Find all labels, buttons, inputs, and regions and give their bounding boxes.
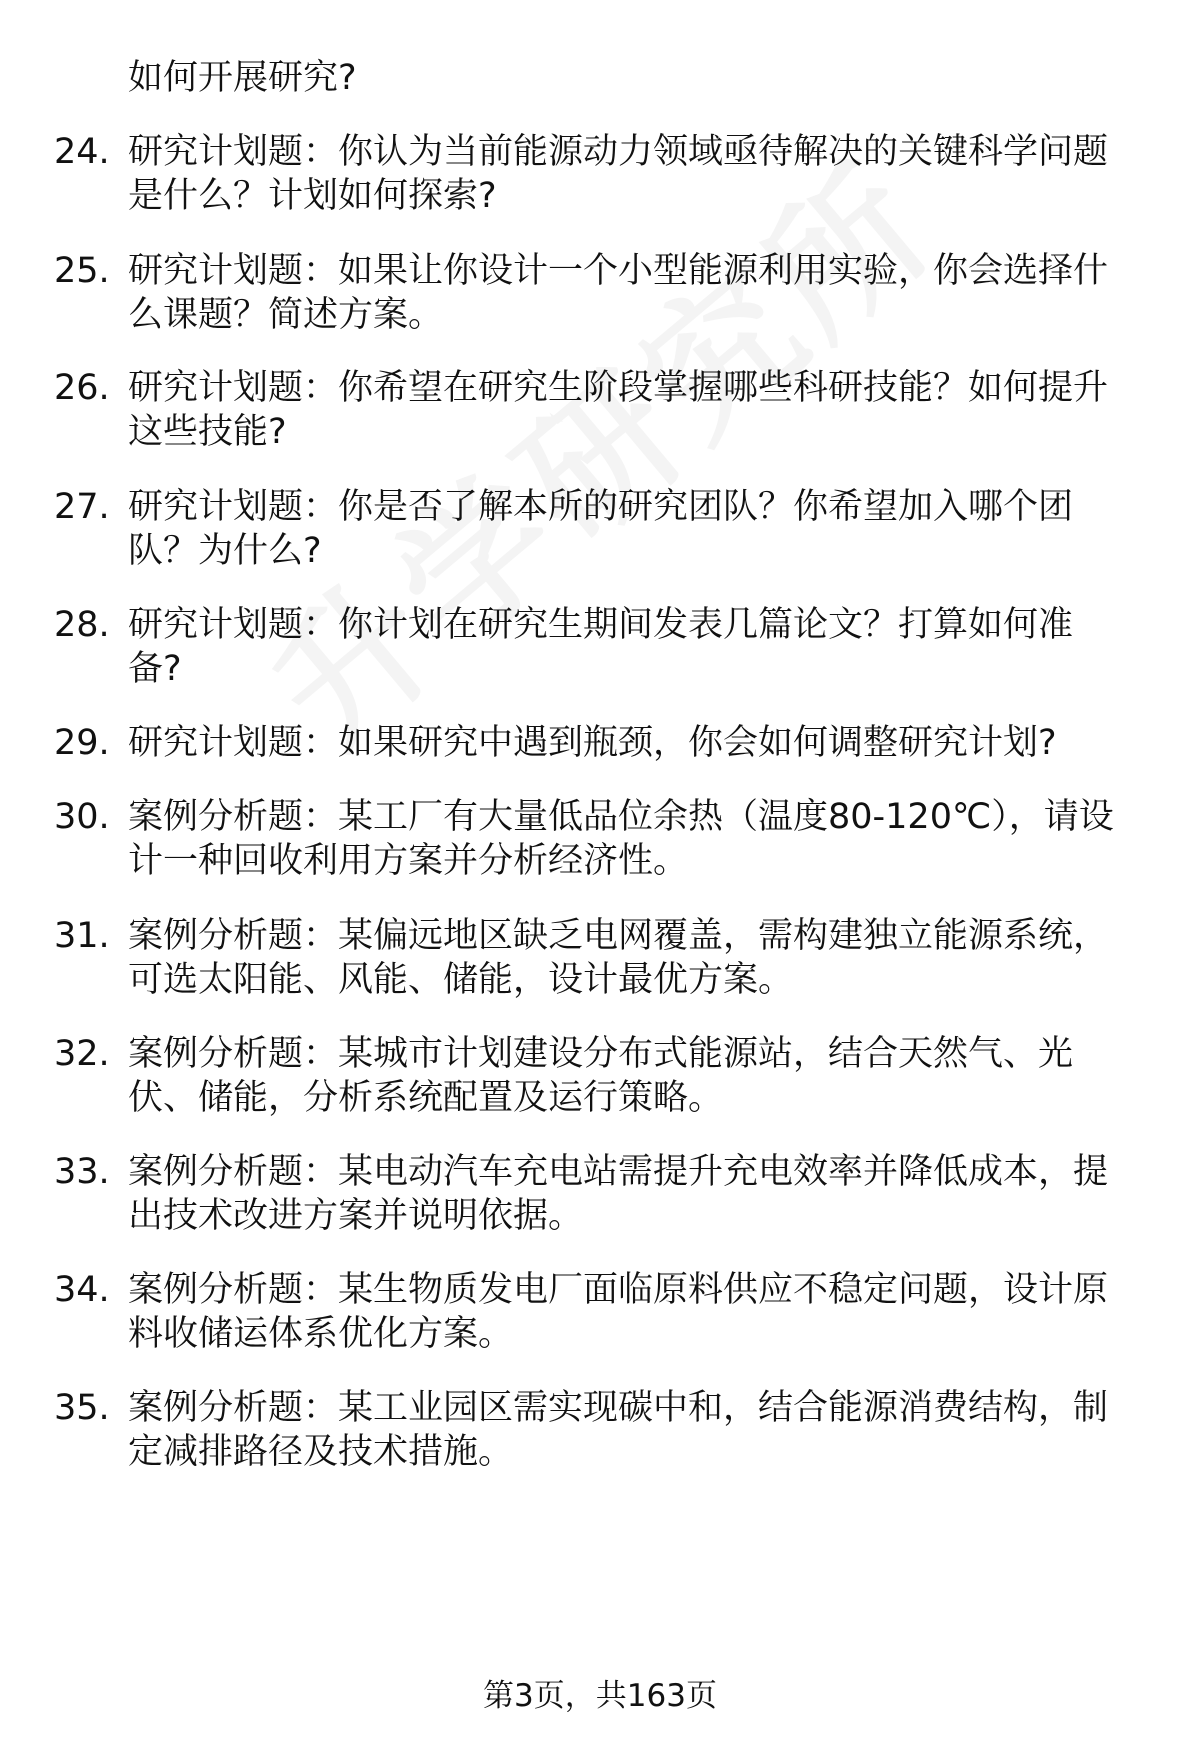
question-text-line: 备? xyxy=(128,649,182,689)
question-text-line: 研究计划题：你希望在研究生阶段掌握哪些科研技能？如何提升 xyxy=(128,368,1109,408)
question-text-line: 案例分析题：某城市计划建设分布式能源站，结合天然气、光 xyxy=(128,1034,1074,1074)
question-text-line: 案例分析题：某工厂有大量低品位余热（温度80-120℃），请设 xyxy=(128,797,1114,837)
question-text-line: 如何开展研究? xyxy=(128,58,357,98)
question-text-line: 案例分析题：某工业园区需实现碳中和，结合能源消费结构，制 xyxy=(128,1388,1109,1428)
question-text-line: 定减排路径及技术措施。 xyxy=(128,1432,514,1472)
question-text-line: 是什么？计划如何探索? xyxy=(128,176,497,216)
question-text-line: 案例分析题：某生物质发电厂面临原料供应不稳定问题，设计原 xyxy=(128,1270,1109,1310)
question-number: 30. xyxy=(54,797,110,837)
question-number: 28. xyxy=(54,605,110,645)
question-text-line: 案例分析题：某偏远地区缺乏电网覆盖，需构建独立能源系统， xyxy=(128,916,1109,956)
question-text-line: 案例分析题：某电动汽车充电站需提升充电效率并降低成本，提 xyxy=(128,1152,1109,1192)
question-text-line: 队？为什么? xyxy=(128,531,322,571)
question-number: 31. xyxy=(54,916,110,956)
question-number: 27. xyxy=(54,487,110,527)
question-text-line: 研究计划题：你计划在研究生期间发表几篇论文？打算如何准 xyxy=(128,605,1074,645)
question-number: 33. xyxy=(54,1152,110,1192)
question-text-line: 可选太阳能、风能、储能，设计最优方案。 xyxy=(128,960,794,1000)
question-text-line: 研究计划题：你是否了解本所的研究团队？你希望加入哪个团 xyxy=(128,487,1074,527)
question-text-line: 计一种回收利用方案并分析经济性。 xyxy=(128,841,689,881)
question-number: 32. xyxy=(54,1034,110,1074)
question-number: 25. xyxy=(54,251,110,291)
question-text-line: 这些技能? xyxy=(128,412,287,452)
question-text-line: 伏、储能，分析系统配置及运行策略。 xyxy=(128,1078,724,1118)
question-number: 35. xyxy=(54,1388,110,1428)
question-text-line: 出技术改进方案并说明依据。 xyxy=(128,1196,584,1236)
question-text-line: 研究计划题：如果研究中遇到瓶颈，你会如何调整研究计划? xyxy=(128,723,1057,763)
question-number: 24. xyxy=(54,132,110,172)
page-footer: 第3页，共163页 xyxy=(483,1678,717,1714)
question-number: 29. xyxy=(54,723,110,763)
question-text-line: 研究计划题：如果让你设计一个小型能源利用实验，你会选择什 xyxy=(128,251,1109,291)
question-text-line: 料收储运体系优化方案。 xyxy=(128,1314,514,1354)
question-text-line: 研究计划题：你认为当前能源动力领域亟待解决的关键科学问题 xyxy=(128,132,1109,172)
question-number: 26. xyxy=(54,368,110,408)
question-text-line: 么课题？简述方案。 xyxy=(128,295,444,335)
question-number: 34. xyxy=(54,1270,110,1310)
